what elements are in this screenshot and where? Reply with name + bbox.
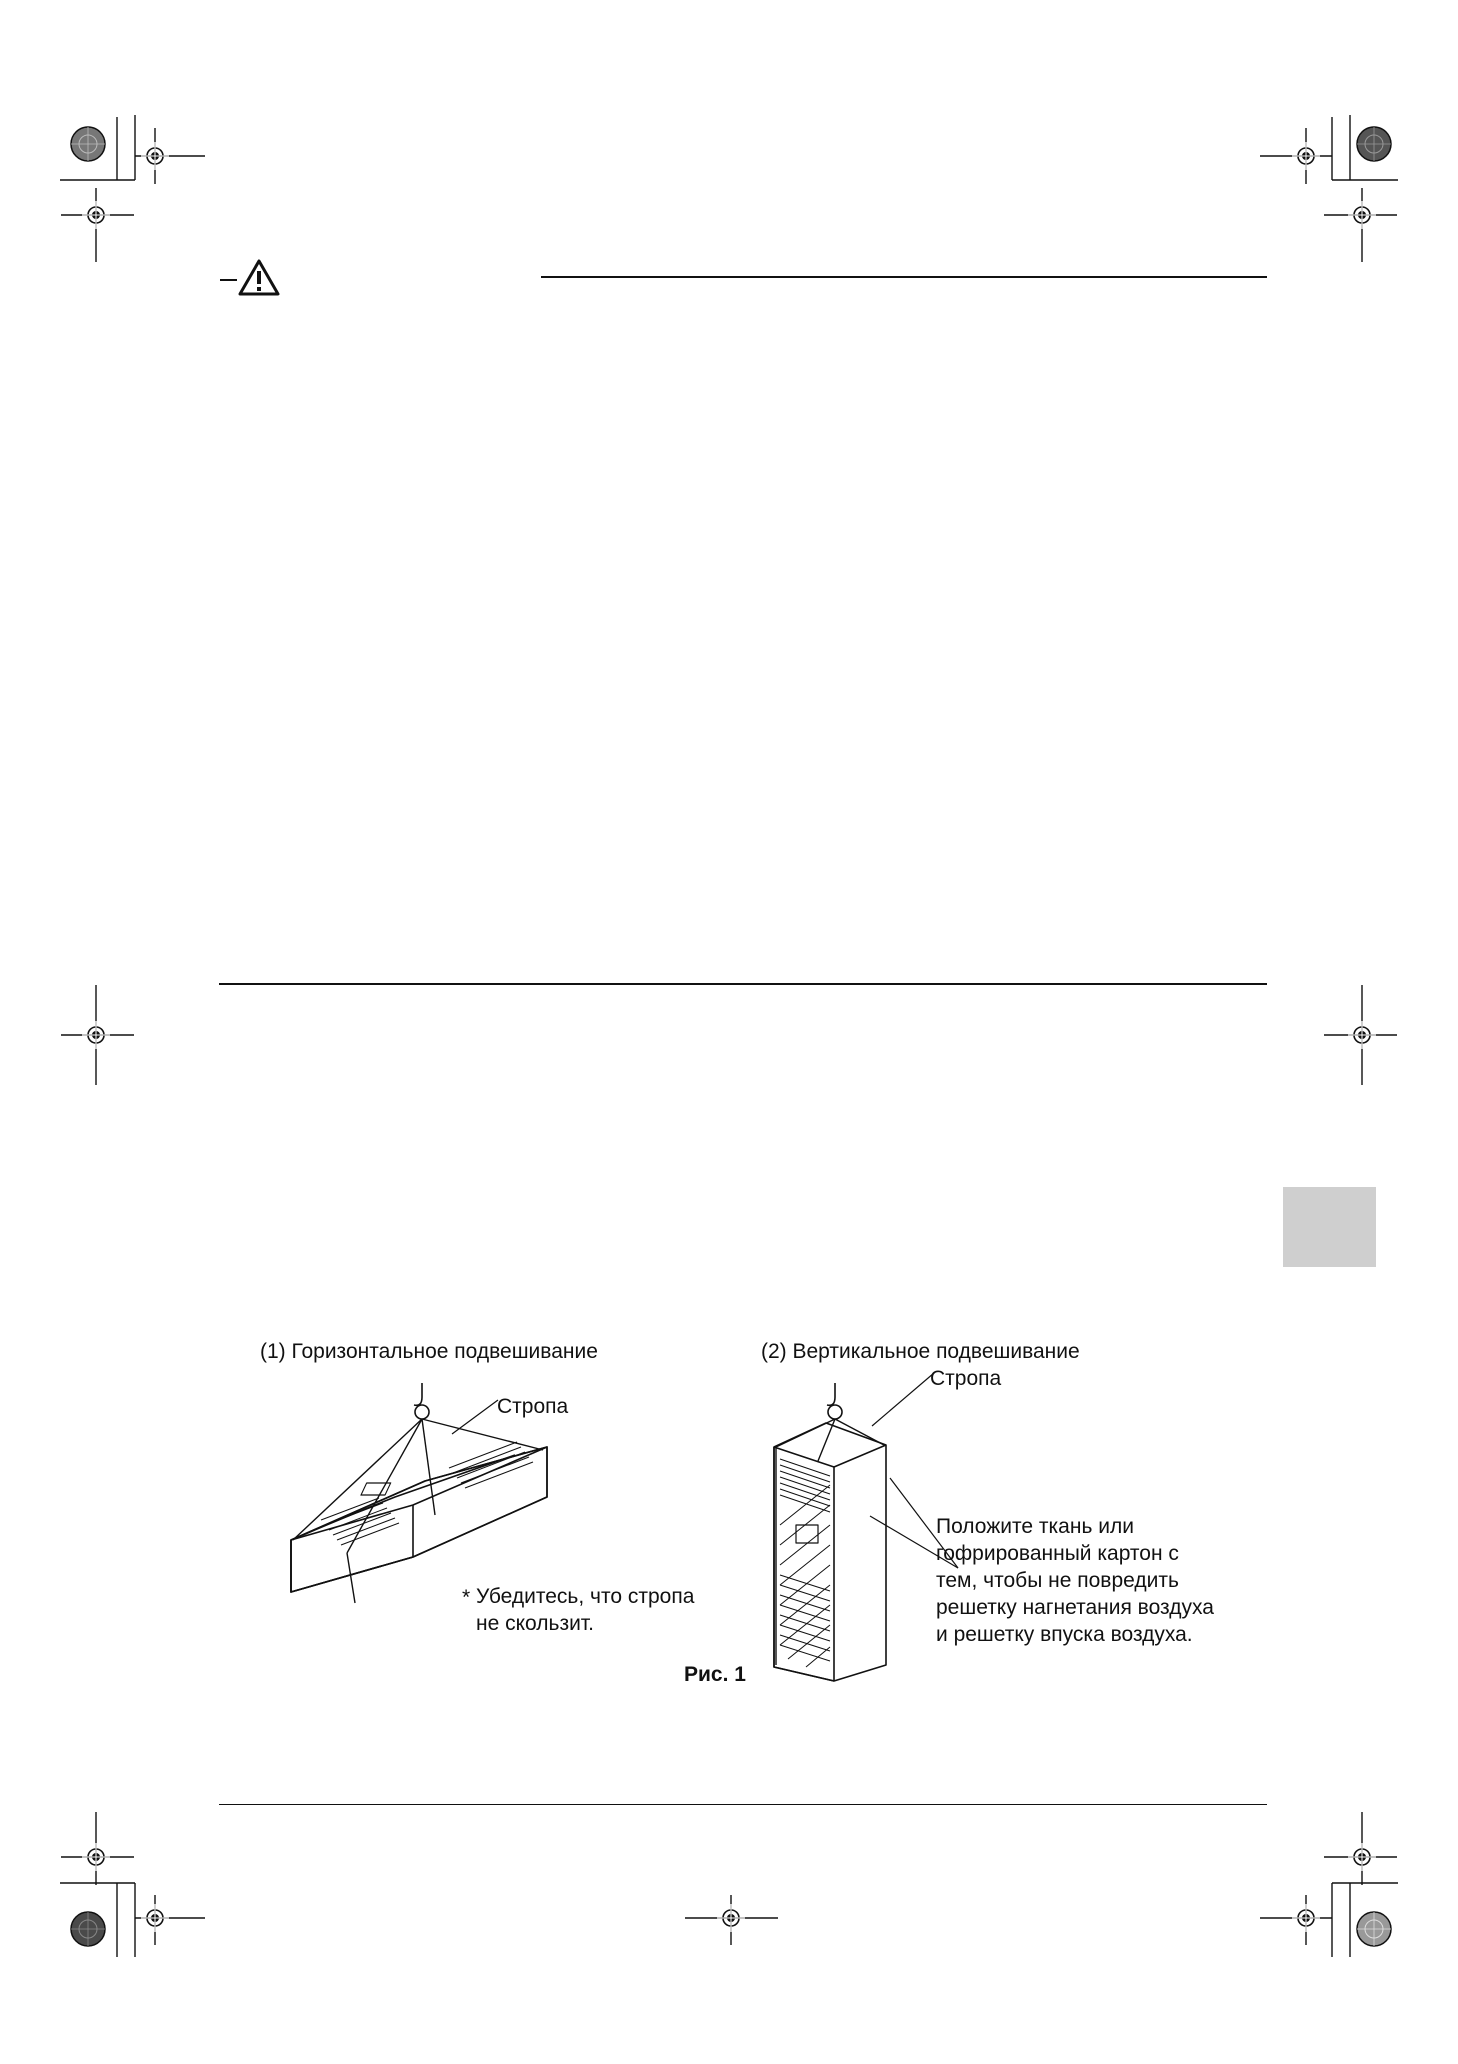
sling-leader-line-1 (450, 1398, 500, 1438)
slip-note-line: не скользит. (476, 1612, 594, 1635)
warning-section-rule (541, 276, 1267, 278)
sling-label-vertical: Стропа (930, 1367, 1002, 1390)
slip-note (476, 1583, 694, 1637)
figure-caption: Рис. 1 (684, 1663, 746, 1686)
protect-note-line: Положите ткань или (936, 1515, 1134, 1538)
vertical-hanging-title: (2) Вертикальное подвешивание (761, 1340, 1080, 1363)
calibration-disk-top-right (1357, 127, 1391, 161)
sling-leader-line-2 (868, 1370, 938, 1430)
slip-note-star: * (462, 1586, 471, 1609)
protect-note-line: гофрированный картон с (936, 1542, 1179, 1565)
horizontal-hanging-title: (1) Горизонтальное подвешивание (260, 1340, 598, 1363)
calibration-disk-bottom-right (1357, 1912, 1391, 1946)
slip-note-line: Убедитесь, что стропа (476, 1585, 695, 1608)
calibration-disk-top-left (71, 127, 105, 161)
calibration-disk-bottom-left (71, 1912, 105, 1946)
footer-rule (219, 1804, 1267, 1805)
protect-note (936, 1513, 1214, 1648)
sling-label-horizontal: Стропа (497, 1395, 569, 1418)
protect-note-line: тем, чтобы не повредить (936, 1569, 1179, 1592)
warning-triangle-icon (219, 258, 281, 298)
protect-note-line: решетку нагнетания воздуха (936, 1596, 1214, 1619)
protect-note-line: и решетку впуска воздуха. (936, 1623, 1193, 1646)
language-side-tab (1283, 1187, 1376, 1267)
section-divider (219, 983, 1267, 985)
